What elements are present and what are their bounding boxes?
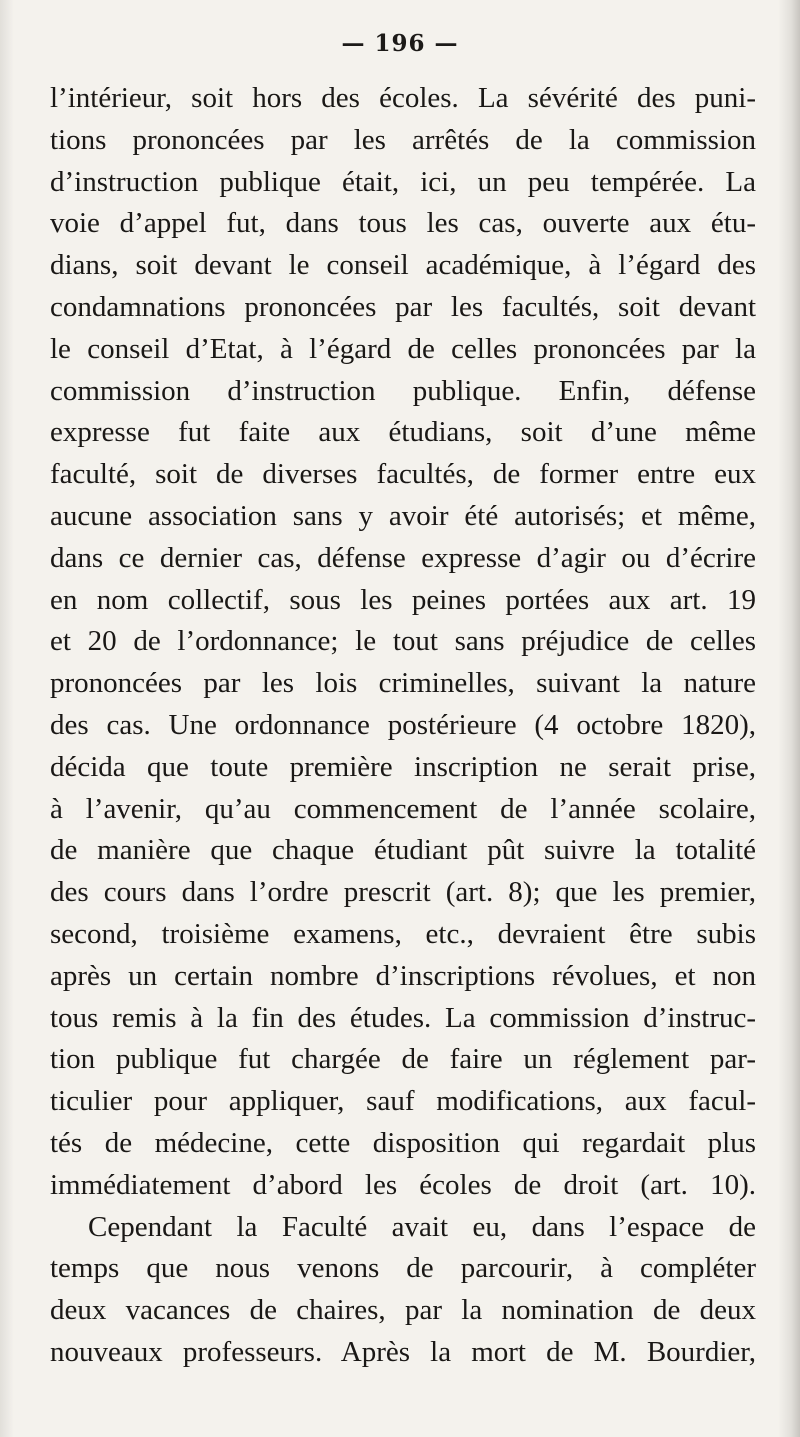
- text-line: tés de médecine, cette disposition qui regardait plus: [50, 1126, 756, 1159]
- text-line: faculté, soit de diverses facultés, de former entre eux: [50, 458, 756, 491]
- text-line: condamnations prononcées par les facultés, soit devant: [50, 290, 756, 323]
- body-text: [50, 78, 756, 1374]
- text-line: des cas. Une ordonnance postérieure (4 octobre 1820),: [50, 708, 756, 741]
- text-line: ticulier pour appliquer, sauf modifications, aux facul-: [50, 1085, 756, 1118]
- text-line: tous remis à la fin des études. La commission d’instruc-: [50, 1001, 756, 1034]
- text-line: dians, soit devant le conseil académique, à l’égard des: [50, 249, 756, 282]
- text-line: tions prononcées par les arrêtés de la commission: [50, 123, 756, 156]
- paragraph-start-line: Cependant la Faculté avait eu, dans l’espace de: [88, 1210, 756, 1243]
- text-line: prononcées par les lois criminelles, suivant la nature: [50, 667, 756, 700]
- text-line: de manière que chaque étudiant pût suivre la totalité: [50, 834, 756, 867]
- text-line: après un certain nombre d’inscriptions révolues, et non: [50, 959, 756, 992]
- page-right-shadow: [778, 0, 800, 1437]
- text-line: dans ce dernier cas, défense expresse d’agir ou d’écrire: [50, 541, 756, 574]
- text-line: nouveaux professeurs. Après la mort de M. Bourdier,: [50, 1335, 756, 1368]
- text-line: aucune association sans y avoir été autorisés; et même,: [50, 499, 756, 532]
- text-line: décida que toute première inscription ne serait prise,: [50, 750, 756, 783]
- text-line: des cours dans l’ordre prescrit (art. 8); que les premier,: [50, 876, 756, 909]
- text-line: l’intérieur, soit hors des écoles. La sévérité des puni-: [50, 82, 756, 114]
- text-line: temps que nous venons de parcourir, à compléter: [50, 1252, 756, 1285]
- text-line: commission d’instruction publique. Enfin, défense: [50, 374, 756, 407]
- text-line: second, troisième examens, etc., devraient être subis: [50, 917, 756, 950]
- page-number: — 196 —: [341, 30, 459, 57]
- text-line: immédiatement d’abord les écoles de droit (art. 10).: [50, 1168, 756, 1201]
- text-line: et 20 de l’ordonnance; le tout sans préjudice de celles: [50, 625, 756, 658]
- text-line: à l’avenir, qu’au commencement de l’année scolaire,: [50, 792, 756, 825]
- text-line: le conseil d’Etat, à l’égard de celles prononcées par la: [50, 332, 756, 365]
- text-line: tion publique fut chargée de faire un réglement par-: [50, 1043, 756, 1076]
- text-line: voie d’appel fut, dans tous les cas, ouverte aux étu-: [50, 207, 756, 240]
- text-line: en nom collectif, sous les peines portées aux art. 19: [50, 583, 756, 616]
- text-line: deux vacances de chaires, par la nomination de deux: [50, 1294, 756, 1327]
- page-left-shadow: [0, 0, 14, 1437]
- text-line: expresse fut faite aux étudians, soit d’une même: [50, 416, 756, 449]
- text-line: d’instruction publique était, ici, un peu tempérée. La: [50, 165, 756, 198]
